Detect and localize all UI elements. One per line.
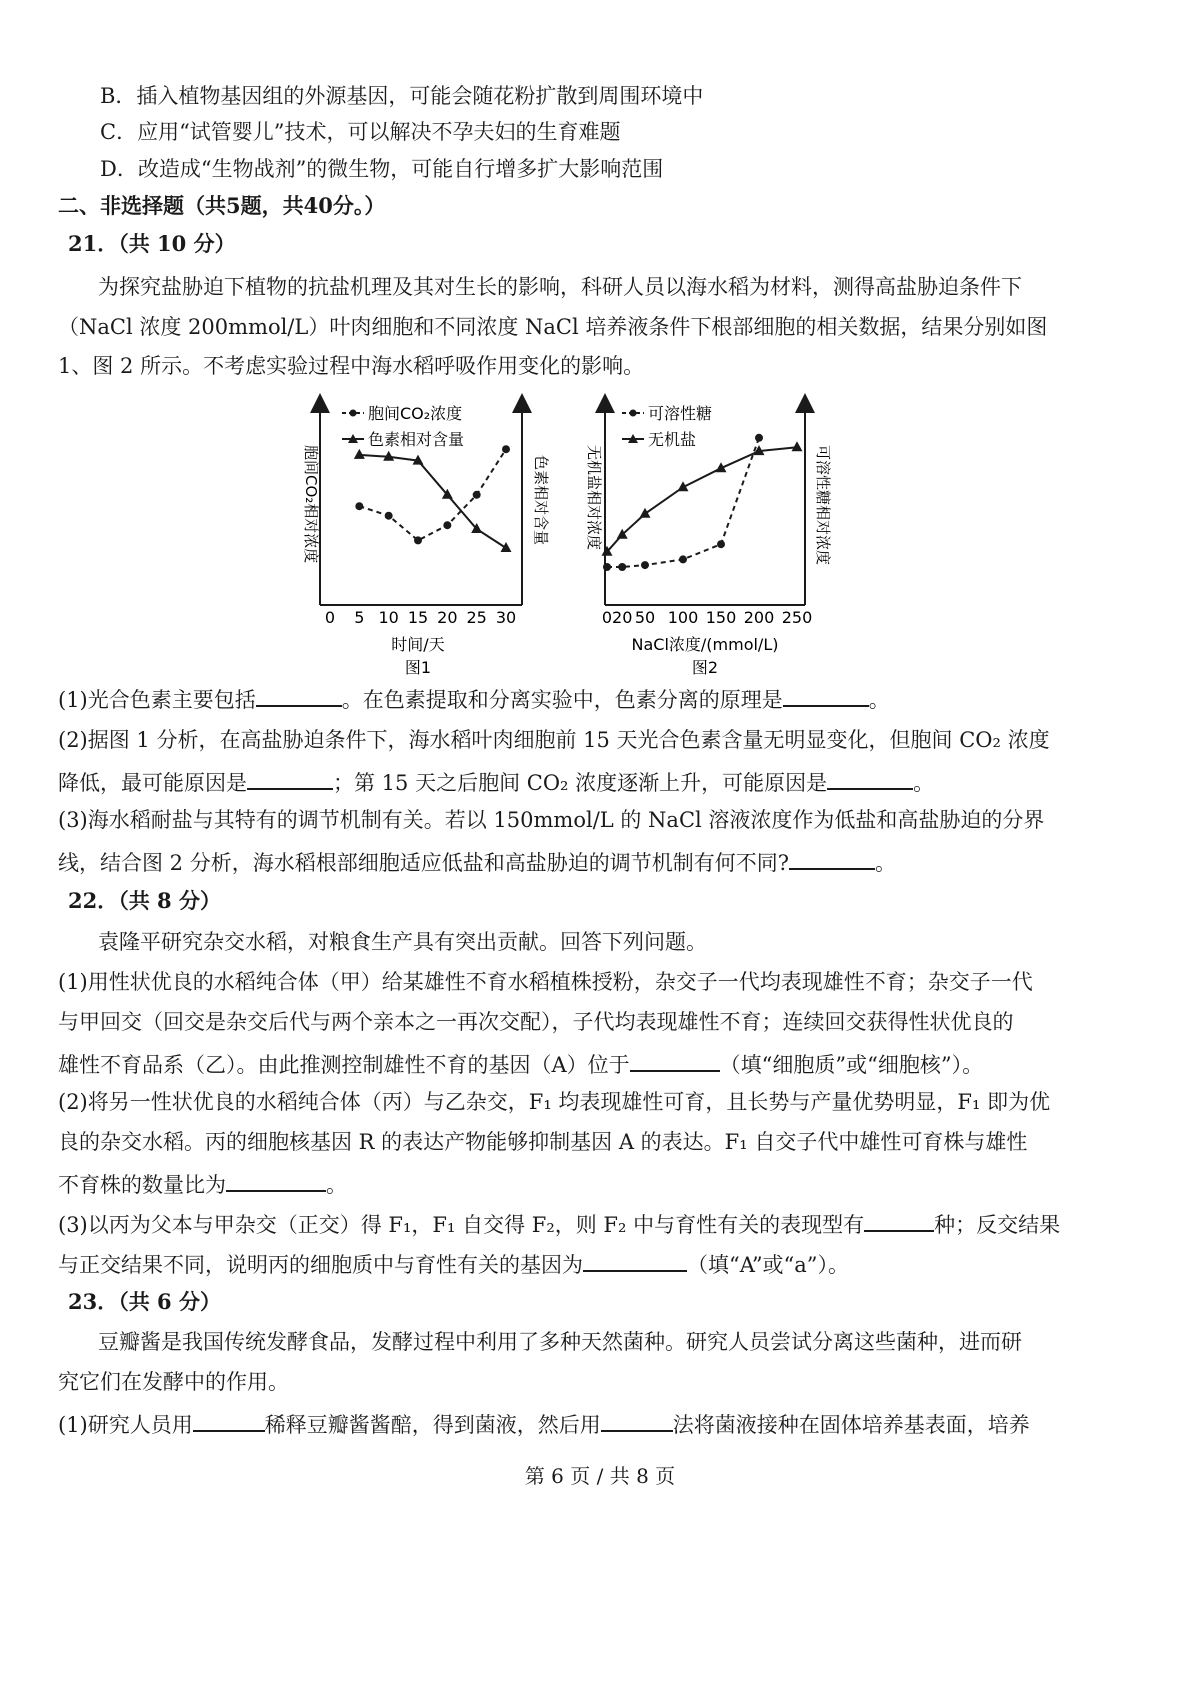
fig1-legend [342, 404, 464, 449]
fig1-x-tick-label: 30 [495, 608, 517, 627]
q21-intro-1: 为探究盐胁迫下植物的抗盐机理及其对生长的影响，科研人员以海水稻为材料，测得高盐胁迫条件下 [98, 275, 1022, 299]
option-c: C．应用“试管婴儿”技术，可以解决不孕夫妇的生育难题 [100, 120, 621, 144]
q21-part1 [58, 683, 890, 714]
fig2-x-tick-label: 100 [667, 608, 699, 627]
q22-part1-line2: 与甲回交（回交是杂交后代与两个亲本之一再次交配），子代均表现雄性不育；连续回交获得性状优良的 [58, 1010, 1014, 1034]
fig2-x-tick-label: 200 [743, 608, 775, 627]
fig2-data-point [603, 563, 611, 571]
q21-part2-text-d: 。 [913, 771, 935, 795]
fig1-legend-series-2: 色素相对含量 [368, 430, 465, 449]
fig2-legend [622, 404, 712, 449]
fig2-axes [605, 403, 805, 605]
fig2-data-point [792, 441, 803, 451]
q22-part1-line1: (1)用性状优良的水稻纯合体（甲）给某雄性不育水稻植株授粉，杂交子一代均表现雄性不育；杂交子一代 [58, 970, 1033, 994]
fig2-legend-series-1: 可溶性糖 [648, 404, 713, 423]
answer-blank[interactable] [630, 1048, 720, 1072]
fig1-legend-series-1: 胞间CO₂浓度 [368, 404, 463, 423]
q21-part2-text-c: ；第 15 天之后胞间 CO₂ 浓度逐渐上升，可能原因是 [333, 771, 828, 795]
fig1-ylabel-right: 色素相对含量 [532, 455, 550, 546]
answer-blank[interactable] [247, 766, 333, 790]
fig2-ylabel-right: 可溶性糖相对浓度 [814, 445, 832, 566]
q21-part1-text-c: 。 [868, 688, 890, 712]
fig1-xlabel: 时间/天 [391, 635, 445, 654]
q22-part3-text-c: 与正交结果不同，说明丙的细胞质中与育性有关的基因为 [58, 1253, 583, 1277]
q21-part3-text-b: 线，结合图 2 分析，海水稻根部细胞适应低盐和高盐胁迫的调节机制有何不同? [58, 851, 789, 875]
fig2-series-line-2 [607, 447, 797, 552]
answer-blank[interactable] [601, 1408, 673, 1432]
fig1-data-point [443, 521, 451, 529]
q23-part1-text-c: 法将菌液接种在固体培养基表面，培养 [672, 1413, 1030, 1437]
fig2-caption: 图2 [691, 658, 719, 677]
answer-blank[interactable] [827, 766, 913, 790]
q22-part3-line2 [58, 1248, 849, 1279]
fig2-x-tick-label: 20 [612, 608, 633, 627]
fig1-data-point [355, 502, 363, 510]
option-d: D．改造成“生物战剂”的微生物，可能自行增多扩大影响范围 [100, 157, 664, 181]
q23-part1-text-b: 稀释豆瓣酱酱醅，得到菌液，然后用 [264, 1413, 601, 1437]
q22-intro: 袁隆平研究杂交水稻，对粮食生产具有突出贡献。回答下列问题。 [98, 930, 707, 954]
fig2-x-tick-label: 150 [705, 608, 737, 627]
q22-part2-line2: 良的杂交水稻。丙的细胞核基因 R 的表达产物能够抑制基因 A 的表达。F₁ 自交子代中雄性可育株与雄性 [58, 1130, 1028, 1154]
q22-part3-text-b: 种；反交结果 [934, 1213, 1061, 1237]
fig1-x-tick-label: 15 [407, 608, 429, 627]
page-footer: 第 6 页 / 共 8 页 [524, 1464, 676, 1488]
fig1-x-tick-label: 20 [437, 608, 458, 627]
fig2-series-line-1 [607, 438, 759, 567]
fig1-x-tick-label: 5 [354, 608, 365, 627]
answer-blank[interactable] [226, 1168, 326, 1192]
fig2-x-tick-label: 250 [781, 608, 813, 627]
q22-part3-text-d: （填“A”或“a”）。 [687, 1253, 850, 1277]
q21-part2-line2 [58, 766, 934, 797]
q22-part2-line3 [58, 1168, 347, 1199]
fig2-data-point [679, 555, 687, 563]
q22-part3-text-a: (3)以丙为父本与甲杂交（正交）得 F₁，F₁ 自交得 F₂，则 F₂ 中与育性有关的表现型有 [58, 1213, 865, 1237]
q23-heading: 23．（共 6 分） [68, 1289, 221, 1314]
q22-part2-text-d: 。 [326, 1173, 347, 1197]
answer-blank[interactable] [583, 1248, 687, 1272]
section-heading: 二、非选择题（共5题，共40分。） [58, 193, 386, 218]
q23-part1-text-a: (1)研究人员用 [58, 1413, 193, 1437]
q23-intro-2: 究它们在发酵中的作用。 [58, 1370, 289, 1394]
fig1-data-point [502, 445, 510, 453]
fig1-data-point [473, 491, 481, 499]
fig1-caption: 图1 [404, 658, 432, 677]
q22-part3-line1 [58, 1208, 1060, 1239]
q23-part1 [58, 1408, 1030, 1439]
answer-blank[interactable] [789, 846, 875, 870]
answer-blank[interactable] [256, 683, 342, 707]
q21-part3-line1: (3)海水稻耐盐与其特有的调节机制有关。若以 150mmol/L 的 NaCl 溶液浓度作为低盐和高盐胁迫的分界 [58, 808, 1045, 832]
fig2-xlabel: NaCl浓度/(mmol/L) [631, 635, 779, 654]
answer-blank[interactable] [193, 1408, 265, 1432]
q23-intro-1: 豆瓣酱是我国传统发酵食品，发酵过程中利用了多种天然菌种。研究人员尝试分离这些菌种，进而研 [98, 1330, 1022, 1354]
fig1-x-tick-label: 25 [466, 608, 487, 627]
fig1-ylabel-left: 胞间CO₂相对浓度 [302, 445, 320, 564]
q22-part2-text-c: 不育株的数量比为 [58, 1173, 226, 1197]
fig2-data-point [755, 434, 763, 442]
fig1-x-tick-label: 0 [324, 608, 336, 627]
fig1-marks [325, 445, 516, 627]
fig2-data-point [717, 540, 725, 548]
q22-heading: 22．（共 8 分） [68, 888, 221, 913]
fig1-data-point [354, 449, 365, 459]
fig2-marks [602, 434, 813, 627]
q21-part1-text-b: 。在色素提取和分离实验中，色素分离的原理是 [341, 688, 783, 712]
fig1-series-line-1 [359, 449, 506, 540]
q22-part1-line3 [58, 1048, 983, 1079]
fig2-data-point [618, 563, 626, 571]
option-b: B．插入植物基因组的外源基因，可能会随花粉扩散到周围环境中 [100, 84, 704, 108]
q22-part1-text-d: （填“细胞质”或“细胞核”）。 [719, 1053, 984, 1077]
fig1-series-line-2 [359, 455, 506, 548]
answer-blank[interactable] [864, 1208, 934, 1232]
answer-blank[interactable] [783, 683, 869, 707]
q21-part2-line1: (2)据图 1 分析，在高盐胁迫条件下，海水稻叶肉细胞前 15 天光合色素含量无明显变化，但胞间 CO₂ 浓度 [58, 728, 1050, 752]
q21-part3-line2 [58, 846, 896, 877]
fig2-x-tick-label: 50 [634, 608, 656, 627]
fig1-data-point [501, 542, 512, 552]
fig1-data-point [385, 512, 393, 520]
q21-heading: 21．（共 10 分） [68, 231, 236, 256]
fig2-legend-series-2: 无机盐 [648, 430, 697, 449]
q21-part1-text-a: (1)光合色素主要包括 [58, 688, 256, 712]
q21-part3-text-c: 。 [874, 851, 896, 875]
q22-part2-line1: (2)将另一性状优良的水稻纯合体（丙）与乙杂交，F₁ 均表现雄性可育，且长势与产量优势明显，F₁ 即为优 [58, 1090, 1051, 1114]
fig2-ylabel-left: 无机盐相对浓度 [585, 445, 603, 551]
fig2-data-point [641, 561, 649, 569]
fig2-data-point [640, 508, 651, 518]
fig2-x-tick-label: 0 [601, 608, 613, 627]
q21-part2-text-b: 降低，最可能原因是 [58, 771, 247, 795]
fig1-data-point [414, 536, 422, 544]
q22-part1-text-c: 雄性不育品系（乙）。由此推测控制雄性不育的基因（A）位于 [58, 1053, 630, 1077]
fig1-x-tick-label: 10 [378, 608, 399, 627]
q21-intro-3: 1、图 2 所示。不考虑实验过程中海水稻呼吸作用变化的影响。 [58, 354, 645, 378]
q21-intro-2: （NaCl 浓度 200mmol/L）叶肉细胞和不同浓度 NaCl 培养液条件下根部细胞的相关数据，结果分别如图 [58, 315, 1048, 339]
